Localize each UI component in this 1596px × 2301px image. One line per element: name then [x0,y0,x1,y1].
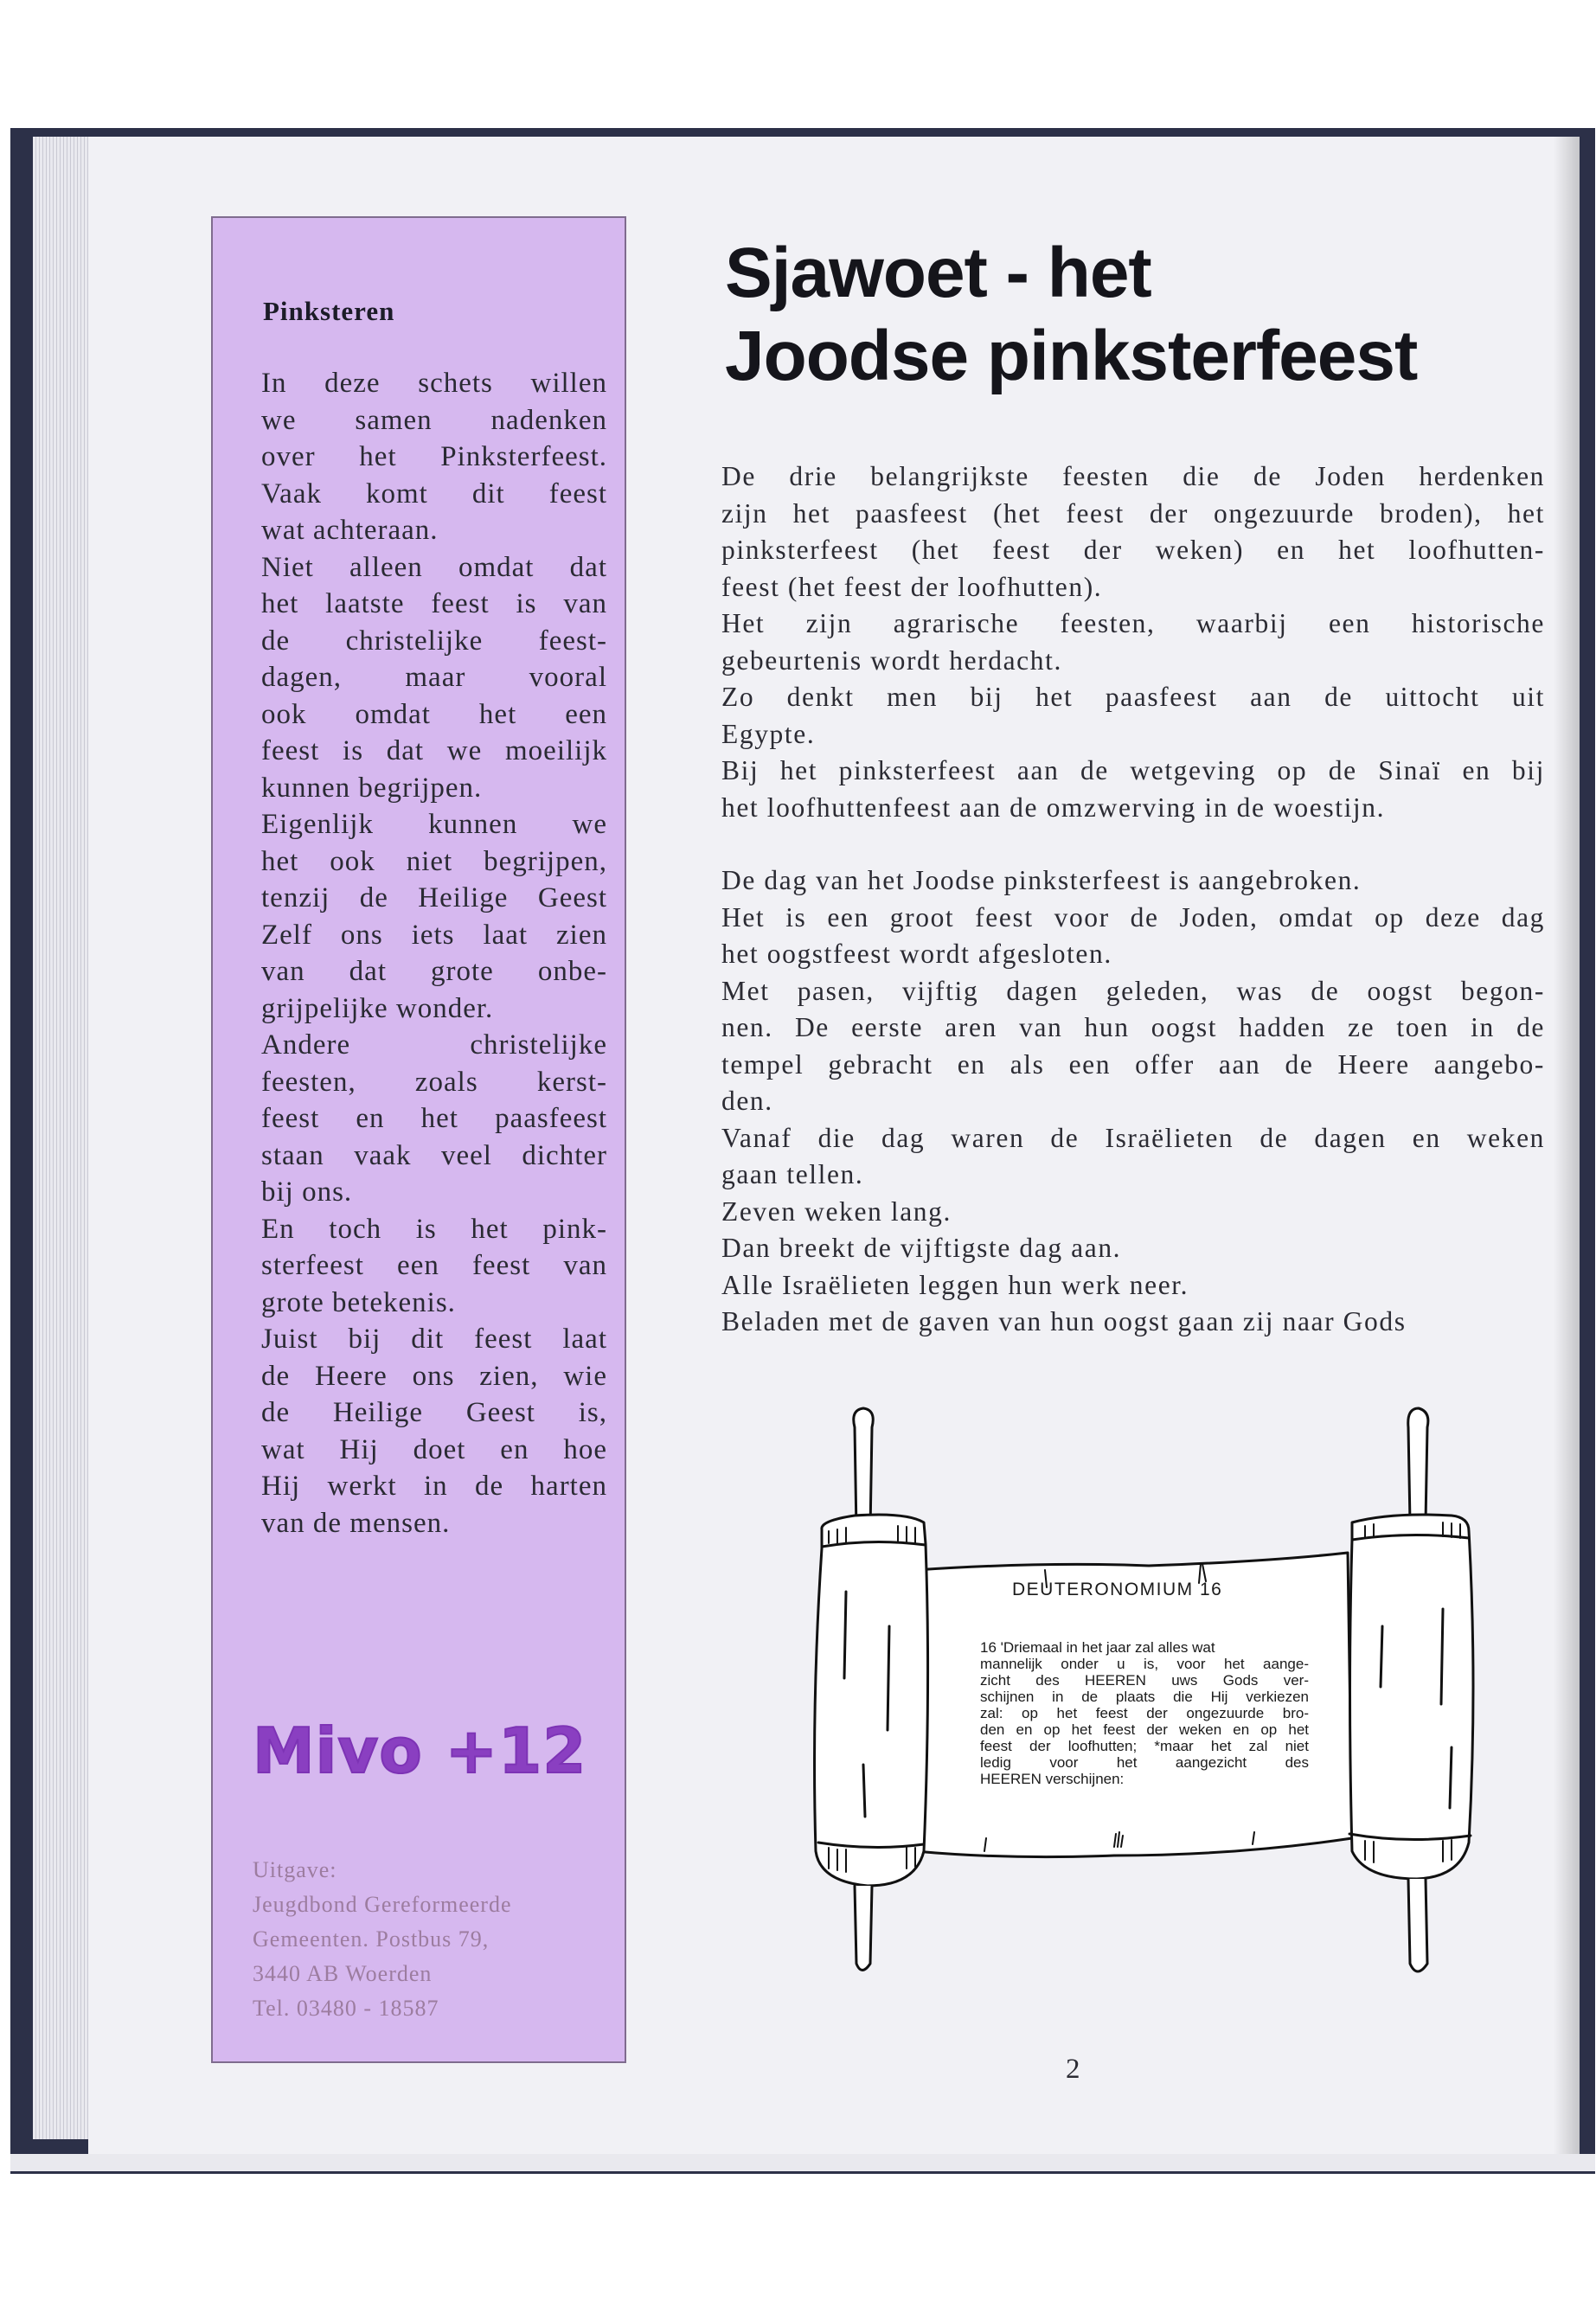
article-text-line: Egypte. [721,718,816,749]
sidebar-text-line: Niet alleen omdat dat [261,551,607,583]
article-text-line: pinksterfeest (het feest der weken) en het loofhutten- [721,535,1545,565]
publisher-line: Uitgave: [253,1857,337,1882]
sidebar-text-line: Vaak komt dit feest [261,478,607,510]
sidebar-text-line: feest en het paasfeest [261,1103,607,1134]
sidebar-heading: Pinksteren [263,296,395,326]
page-bottom-edge [10,2154,1595,2171]
sidebar-text-line: En toch is het pink- [261,1213,607,1245]
sidebar-text-line: bij ons. [261,1176,353,1208]
publisher-line: Jeugdbond Gereformeerde [253,1892,512,1917]
page-edges [33,137,93,2139]
scroll-text-line: HEEREN verschijnen: [980,1771,1125,1787]
article-title-line-1: Sjawoet - het [725,234,1151,312]
article-text-line: den. [721,1086,773,1116]
sidebar-text-line: staan vaak veel dichter [261,1139,607,1171]
sidebar-text-line: Andere christelijke [261,1029,607,1061]
sidebar-text-line: de Heilige Geest is, [261,1397,607,1428]
article-text-line: tempel gebracht en als een offer aan de Heere aangebo- [721,1048,1545,1080]
page-gutter-shadow [1554,137,1580,2157]
sidebar-text-line: het laatste feest is van [261,588,607,619]
sidebar-text-line: ook omdat het een [261,698,607,730]
sidebar-text-line: van de mensen. [261,1507,451,1539]
left-roller-top-handle [854,1408,874,1531]
article-title [725,232,1555,398]
article-title-line-2: Joodse pinksterfeest [725,317,1418,395]
sidebar-text-line: In deze schets willen [261,368,607,399]
article-text-line: nen. De eerste aren van hun oogst hadden ze toen in de [721,1012,1545,1042]
sidebar-text-line: grote betekenis. [261,1286,456,1318]
sidebar-text-line: wat achteraan. [261,515,439,546]
scroll-text-line: ledig voor het aangezicht des [980,1754,1309,1771]
sidebar-body [261,365,607,1541]
left-roller-bottom-handle [855,1886,872,1971]
article-text-line: Dan breekt de vijftigste dag aan. [721,1233,1122,1263]
article-text-line: Zo denkt men bij het paasfeest aan de uittocht uit [721,682,1545,712]
scroll-text-line: den en op het feest der weken en op het [980,1721,1309,1738]
article-text-line: gaan tellen. [721,1159,864,1189]
sidebar-text-line: Juist bij dit feest laat [261,1324,607,1355]
article-text-line: zijn het paasfeest (het feest der ongezuurde broden), het [721,497,1545,529]
sidebar-box [211,216,626,2063]
article-text-line: De dag van het Joodse pinksterfeest is aangebroken. [721,865,1362,895]
article-text-line: Vanaf die dag waren de Israëlieten de dagen en weken [721,1122,1545,1153]
sidebar-text-line: Zelf ons iets laat zien [261,919,607,951]
article-text-line: het oogstfeest wordt afgesloten. [721,939,1112,969]
sidebar-text-line: kunnen begrijpen. [261,772,483,804]
article-text-line: Het zijn agrarische feesten, waarbij een historische [721,608,1545,638]
publisher-line: Gemeenten. Postbus 79, [253,1926,490,1952]
right-roller-top-handle [1408,1408,1428,1522]
scroll-text-line: feest der loofhutten; *maar het zal niet [980,1738,1309,1754]
mivo-logo: Mivo +12 [253,1715,587,1787]
sidebar-text-line: de christelijke feest- [261,625,607,657]
right-roller-bottom-handle [1408,1879,1427,1971]
sidebar-text-line: Eigenlijk kunnen we [261,809,607,840]
scroll-text-line: 16 'Driemaal in het jaar zal alles wat [980,1639,1215,1656]
scroll-heading: DEUTERONOMIUM 16 [1012,1580,1223,1599]
page-number: 2 [1066,2054,1080,2085]
sidebar-text-line: het ook niet begrijpen, [261,845,607,877]
publisher-info [253,1853,512,2026]
article-text-line: gebeurtenis wordt herdacht. [721,644,1062,676]
sidebar-text-line: dagen, maar vooral [261,662,607,693]
publisher-line: 3440 AB Woerden [253,1961,433,1986]
scroll-text-line: zal: op het feest der ongezuurde bro- [980,1705,1309,1721]
sidebar-text-line: van dat grote onbe- [261,956,607,987]
sidebar-text-line: tenzij de Heilige Geest [261,882,607,913]
sidebar-text-line: Hij werkt in de harten [261,1471,607,1502]
article-text-line: Met pasen, vijftig dagen geleden, was de oogst begon- [721,975,1545,1006]
sidebar-text-line: de Heere ons zien, wie [261,1360,607,1392]
left-roller [815,1515,928,1886]
article-text-line: feest (het feest der loofhutten). [721,571,1103,602]
article-text-line: Het is een groot feest voor de Joden, omdat op deze dag [721,901,1545,933]
article-text-line: het loofhuttenfeest aan de omzwerving in de woestijn. [721,792,1386,823]
sidebar-text-line: over het Pinksterfeest. [261,441,607,472]
scroll-text-line: zicht des HEEREN uws Gods ver- [980,1672,1309,1689]
sidebar-text-line: feest is dat we moeilijk [261,735,607,766]
sidebar-text-line: we samen nadenken [261,404,607,436]
article-paragraph-1 [721,458,1545,826]
sidebar-text-line: sterfeest een feest van [261,1250,607,1281]
sidebar-text-line: wat Hij doet en hoe [261,1433,607,1465]
article-text-line: Alle Israëlieten leggen hun werk neer. [721,1269,1189,1300]
article-text-line: De drie belangrijkste feesten die de Joden herdenken [721,461,1545,491]
right-roller [1350,1515,1474,1879]
sidebar-text-line: feesten, zoals kerst- [261,1066,607,1098]
article-paragraph-2 [721,862,1545,1341]
scroll-text [980,1639,1309,1787]
sidebar-text-line: grijpelijke wonder. [261,992,494,1024]
publisher-line: Tel. 03480 - 18587 [253,1996,439,2021]
scroll-text-line: mannelijk onder u is, voor het aange- [980,1656,1309,1672]
article-text-line: Zeven weken lang. [721,1195,952,1227]
article-text-line: Bij het pinksterfeest aan de wetgeving op de Sinaï en bij [721,755,1545,785]
article-text-line: Beladen met de gaven van hun oogst gaan zij naar Gods [721,1306,1407,1336]
scroll-text-line: schijnen in de plaats die Hij verkiezen [980,1689,1309,1705]
